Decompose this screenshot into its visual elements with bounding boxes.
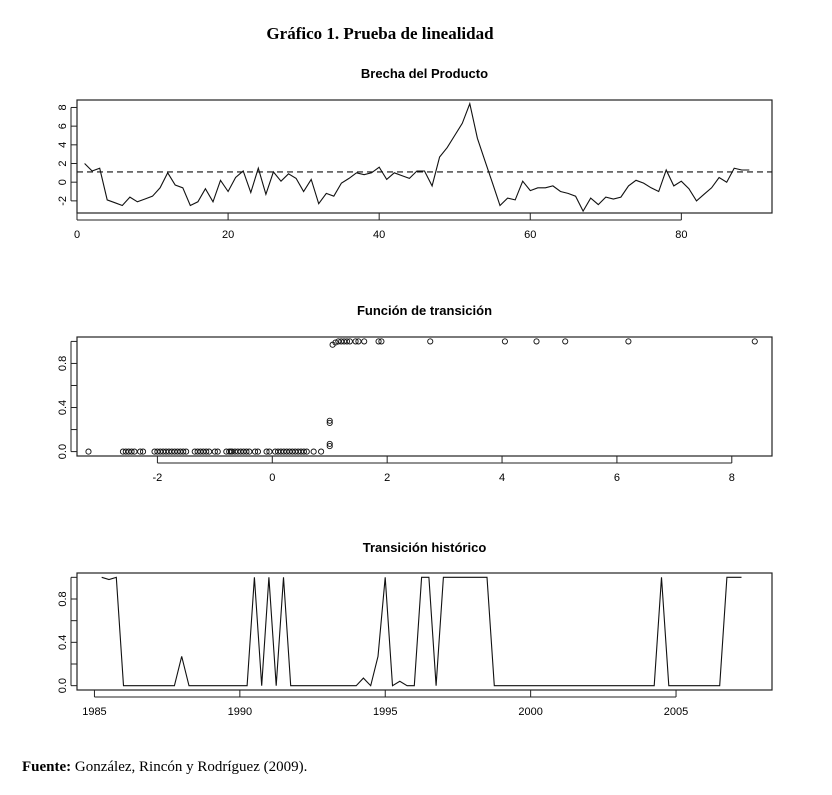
x-tick-label: 1985 — [82, 706, 107, 718]
panel-1 — [57, 100, 772, 241]
x-tick-label: 4 — [498, 472, 506, 484]
y-tick-label: 4 — [57, 141, 69, 148]
x-tick-label: 1995 — [373, 706, 398, 718]
x-tick-label: 80 — [675, 229, 688, 241]
scatter-point — [319, 449, 324, 454]
y-tick-label: 0 — [57, 179, 69, 186]
y-tick-label: 0.8 — [57, 355, 69, 372]
x-tick-label: 2005 — [663, 706, 689, 718]
scatter-point — [626, 339, 631, 344]
y-tick-label: 2 — [57, 160, 69, 167]
source-note — [22, 759, 307, 776]
x-tick-label: 1990 — [227, 706, 253, 718]
panel-2-title: Función de transición — [356, 303, 493, 318]
figure-title: Gráfico 1. Prueba de linealidad — [266, 24, 494, 43]
scatter-point — [534, 339, 539, 344]
y-tick-label: 0.8 — [57, 591, 69, 607]
x-tick-label: 40 — [373, 229, 386, 241]
x-tick-label: 20 — [221, 229, 235, 241]
y-tick-label: 0.4 — [57, 634, 69, 650]
plot-frame — [77, 337, 772, 456]
y-tick-label: 6 — [57, 123, 69, 130]
scatter-point — [311, 449, 316, 454]
y-tick-label: -2 — [57, 195, 69, 206]
y-tick-label: 0.0 — [57, 678, 69, 694]
source-label: Fuente: — [22, 759, 72, 775]
x-tick-label: 0 — [269, 472, 276, 484]
x-tick-label: 60 — [524, 229, 537, 241]
panel-2 — [57, 337, 772, 484]
scatter-point — [428, 339, 433, 344]
source-text: González, Rincón y Rodríguez (2009). — [71, 759, 308, 775]
y-tick-label: 8 — [57, 104, 69, 111]
series-line — [102, 577, 742, 685]
scatter-point — [563, 339, 568, 344]
y-tick-label: 0.4 — [57, 399, 69, 416]
series-line — [85, 104, 750, 211]
scatter-point — [752, 339, 757, 344]
plot-frame — [77, 100, 772, 213]
x-tick-label: 2000 — [518, 706, 543, 718]
panel-3 — [57, 573, 772, 718]
scatter-point — [86, 449, 91, 454]
y-tick-label: 0.0 — [57, 443, 69, 460]
panel-3-title: Transición histórico — [362, 540, 487, 555]
x-tick-label: 2 — [384, 472, 391, 484]
scatter-point — [362, 339, 367, 344]
x-tick-label: 8 — [728, 472, 735, 484]
scatter-point — [502, 339, 507, 344]
x-tick-label: -2 — [152, 472, 163, 484]
x-tick-label: 0 — [73, 229, 81, 241]
panel-1-title: Brecha del Producto — [360, 66, 489, 81]
x-tick-label: 6 — [613, 472, 620, 484]
